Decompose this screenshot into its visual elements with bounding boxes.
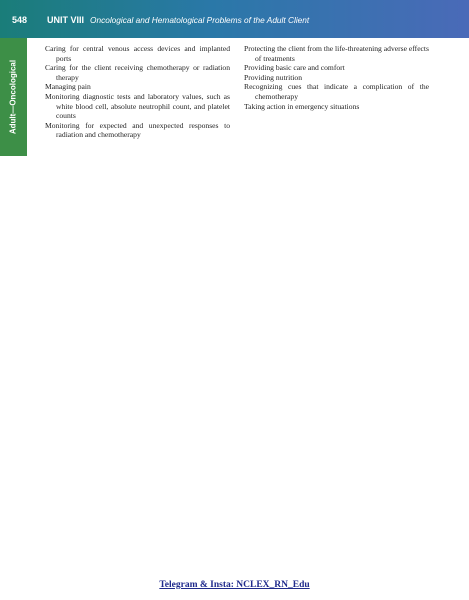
list-item: Providing nutrition (244, 72, 303, 82)
list-item: Caring for central venous access devices and implanted ports (45, 44, 230, 63)
list-item: Recognizing cues that indicate a complication of the chemotherapy (244, 82, 429, 101)
footer-link[interactable]: Telegram & Insta: NCLEX_RN_Edu (159, 580, 310, 590)
list-item: Monitoring for expected and unexpected responses to radiation and chemotherapy (45, 120, 230, 140)
left-column (45, 44, 230, 140)
list-item: Monitoring diagnostic tests and laboratory values, such as white blood cell, absolute neutrophil count, and platelet counts (45, 91, 230, 121)
header-bar (0, 0, 469, 38)
list-item: Managing pain (45, 82, 91, 92)
page-number: 548 (12, 15, 28, 25)
chapter-title: Oncological and Hematological Problems of the Adult Client (90, 15, 310, 25)
side-tab-label: Adult—Oncological (8, 59, 18, 135)
list-item: Taking action in emergency situations (244, 101, 360, 111)
list-item: Providing basic care and comfort (244, 63, 345, 73)
unit-label: UNIT VIII (47, 15, 85, 25)
list-item: Protecting the client from the life-threatening adverse effects of treatments (244, 44, 429, 63)
list-item: Caring for the client receiving chemotherapy or radiation therapy (45, 63, 230, 82)
right-column (244, 44, 429, 111)
